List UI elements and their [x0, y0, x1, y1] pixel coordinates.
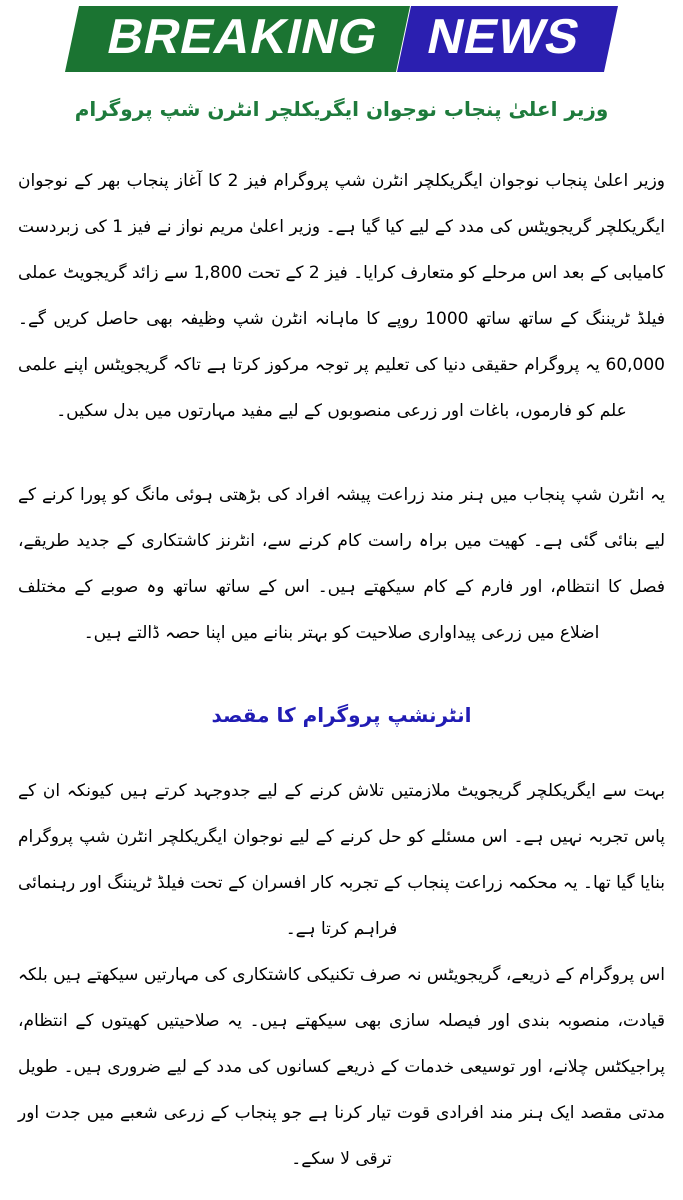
- paragraph-purpose-problem: بہت سے ایگریکلچر گریجویٹ ملازمتیں تلاش کرنے کے لیے جدوجہد کرتے ہیں کیونکہ ان کے پاس تجربہ نہیں ہے۔ اس مسئلے کو حل کرنے کے لیے نوجوان ایگریکلچر انٹرن شپ پروگرام بنایا گیا تھا۔ یہ محکمہ زراعت پنجاب کے تجربہ کار افسران کے تحت فیلڈ ٹریننگ اور رہنمائی فراہم کرتا ہے۔: [18, 781, 665, 939]
- paragraph-internship-demand: یہ انٹرن شپ پنجاب میں ہنر مند زراعت پیشہ افراد کی بڑھتی ہوئی مانگ کو پورا کرنے کے لیے بنائی گئی ہے۔ کھیت میں براہ راست کام کرنے سے، انٹرنز کاشتکاری کے جدید طریقے، فصل کا انتظام، اور فارم کے کام سیکھتے ہیں۔ اس کے ساتھ ساتھ وہ صوبے کے مختلف اضلاع میں زرعی پیداواری صلاحیت کو بہتر بنانے میں اپنا حصہ ڈالتے ہیں۔: [18, 485, 665, 643]
- breaking-news-banner: [18, 0, 665, 72]
- breaking-banner-segment: [65, 6, 410, 72]
- news-label: NEWS: [422, 9, 585, 64]
- paragraph-purpose-skills: اس پروگرام کے ذریعے، گریجویٹس نہ صرف تکنیکی کاشتکاری کی مہارتیں سیکھتے ہیں بلکہ قیادت، منصوبہ بندی اور فیصلہ سازی بھی سیکھتے ہیں۔ یہ صلاحیتیں کھیتوں کے انتظام، پراجیکٹس چلانے، اور توسیعی خدمات کے ذریعے کسانوں کی مدد کے لیے ضروری ہیں۔ طویل مدتی مقصد ایک ہنر مند افرادی قوت تیار کرنا ہے جو پنجاب کے زرعی شعبے میں جدت اور ترقی لا سکے۔: [18, 965, 665, 1169]
- news-banner-segment: [397, 6, 618, 72]
- article-headline: وزیر اعلیٰ پنجاب نوجوان ایگریکلچر انٹرن شپ پروگرام: [74, 97, 609, 121]
- section-subheading-purpose: انٹرنشپ پروگرام کا مقصد: [211, 703, 472, 727]
- paragraph-program-launch: وزیر اعلیٰ پنجاب نوجوان ایگریکلچر انٹرن شپ پروگرام فیز 2 کا آغاز پنجاب بھر کے نوجوان ایگریکلچر گریجویٹس کی مدد کے لیے کیا گیا ہے۔ وزیر اعلیٰ مریم نواز نے فیز 1 کی زبردست کامیابی کے بعد اس مرحلے کو متعارف کرایا۔ فیز 2 کے تحت 1,800 سے زائد گریجویٹ عملی فیلڈ ٹریننگ کے ساتھ ساتھ 1000 روپے کا ماہانہ انٹرن شپ وظیفہ بھی حاصل کریں گے۔60,000 یہ پروگرام حقیقی دنیا کی تعلیم پر توجہ مرکوز کرتا ہے تاکہ گریجویٹس اپنے علمی علم کو فارموں، باغات اور زرعی منصوبوں کے لیے مفید مہارتوں میں بدل سکیں۔: [18, 171, 665, 421]
- breaking-label: BREAKING: [103, 9, 384, 64]
